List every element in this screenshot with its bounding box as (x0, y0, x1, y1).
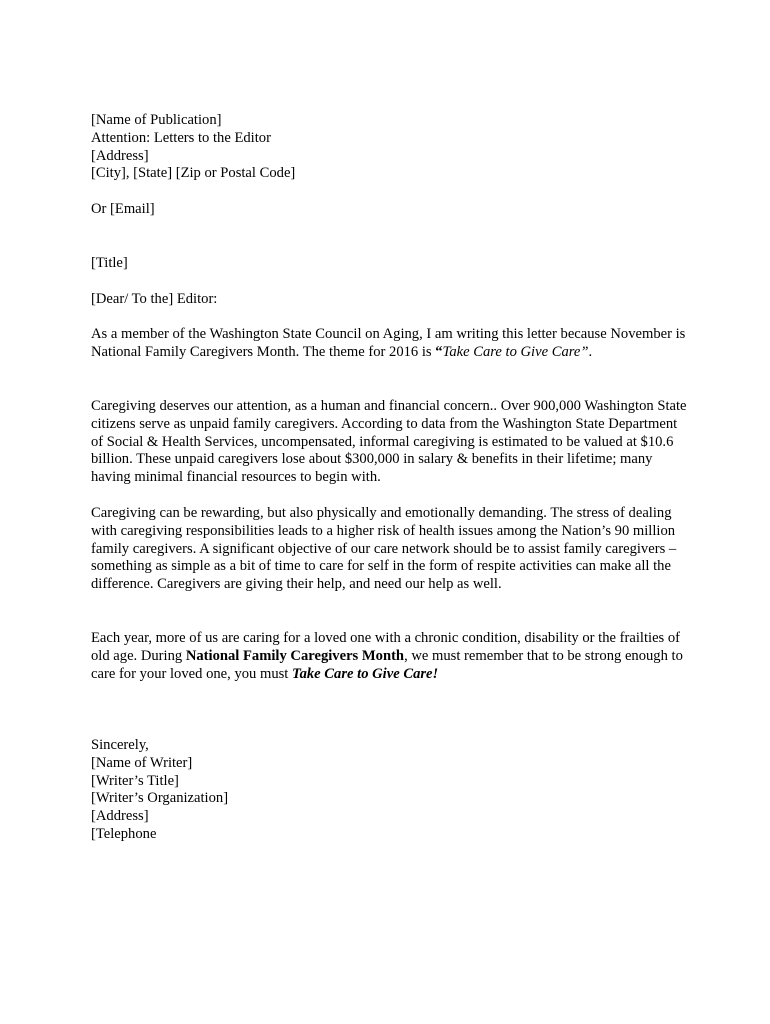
recipient-address: [Address] (91, 147, 149, 164)
title-block (91, 255, 687, 273)
theme-text: Take Care to Give Care (442, 343, 581, 360)
letter-title: [Title] (91, 255, 128, 271)
attention-line: Attention: Letters to the Editor (91, 129, 271, 146)
writer-telephone: [Telephone (91, 825, 157, 842)
signature-block (91, 737, 687, 844)
paragraph-caregiving-demands: Caregiving can be rewarding, but also physically and emotionally demanding. The stress of dealing with caregiving responsibilities leads to a higher risk of health issues among the Nation’s 90 million family caregivers. A significant objective of our care network should be to assist family caregivers – something as simple as a bit of time to care for self in the form of respite activities can make all the difference. Caregivers are giving their help, and need our help as well. (91, 505, 677, 593)
closing: Sincerely, (91, 737, 149, 753)
paragraph-call-to-action (91, 630, 687, 683)
intro-end: . (588, 343, 593, 360)
recipient-address-block (91, 112, 687, 183)
cta-bold-phrase: National Family Caregivers Month (185, 647, 405, 664)
writer-title: [Writer’s Title] (91, 772, 179, 789)
salutation-block (91, 291, 687, 309)
email-block (91, 201, 687, 219)
cta-text-middle: , we must remember that to be strong enough to care for your loved one, you must (91, 647, 683, 682)
recipient-city-state-zip: [City], [State] [Zip or Postal Code] (91, 165, 296, 182)
writer-organization: [Writer’s Organization] (91, 790, 229, 807)
salutation: [Dear/ To the] Editor: (91, 291, 218, 307)
writer-address: [Address] (91, 808, 149, 825)
paragraph-caregiving-attention: Caregiving deserves our attention, as a human and financial concern.. Over 900,000 Washington State citizens serve as unpaid family caregivers. According to data from the Washington State Department of Social & Health Services, uncompensated, informal caregiving is estimated to be valued at $10.6 billion. These unpaid caregivers lose about $300,000 in salary & benefits in their lifetime; many having minimal financial resources to begin with. (91, 398, 687, 486)
paragraph-intro (91, 326, 687, 362)
cta-text-before: Each year, more of us are caring for a loved one with a chronic condition, disability or the frailties of old age. During (91, 630, 681, 664)
intro-text: As a member of the Washington State Council on Aging, I am writing this letter because November is National Family Caregivers Month. The theme for 2016 is (91, 326, 686, 360)
theme-close-quote: ” (580, 343, 589, 360)
cta-closing-phrase: Take Care to Give Care! (292, 665, 439, 682)
publication-name: [Name of Publication] (91, 112, 222, 128)
theme-open-quote: “ (435, 343, 443, 360)
writer-name: [Name of Writer] (91, 754, 193, 771)
recipient-email: Or [Email] (91, 201, 155, 217)
